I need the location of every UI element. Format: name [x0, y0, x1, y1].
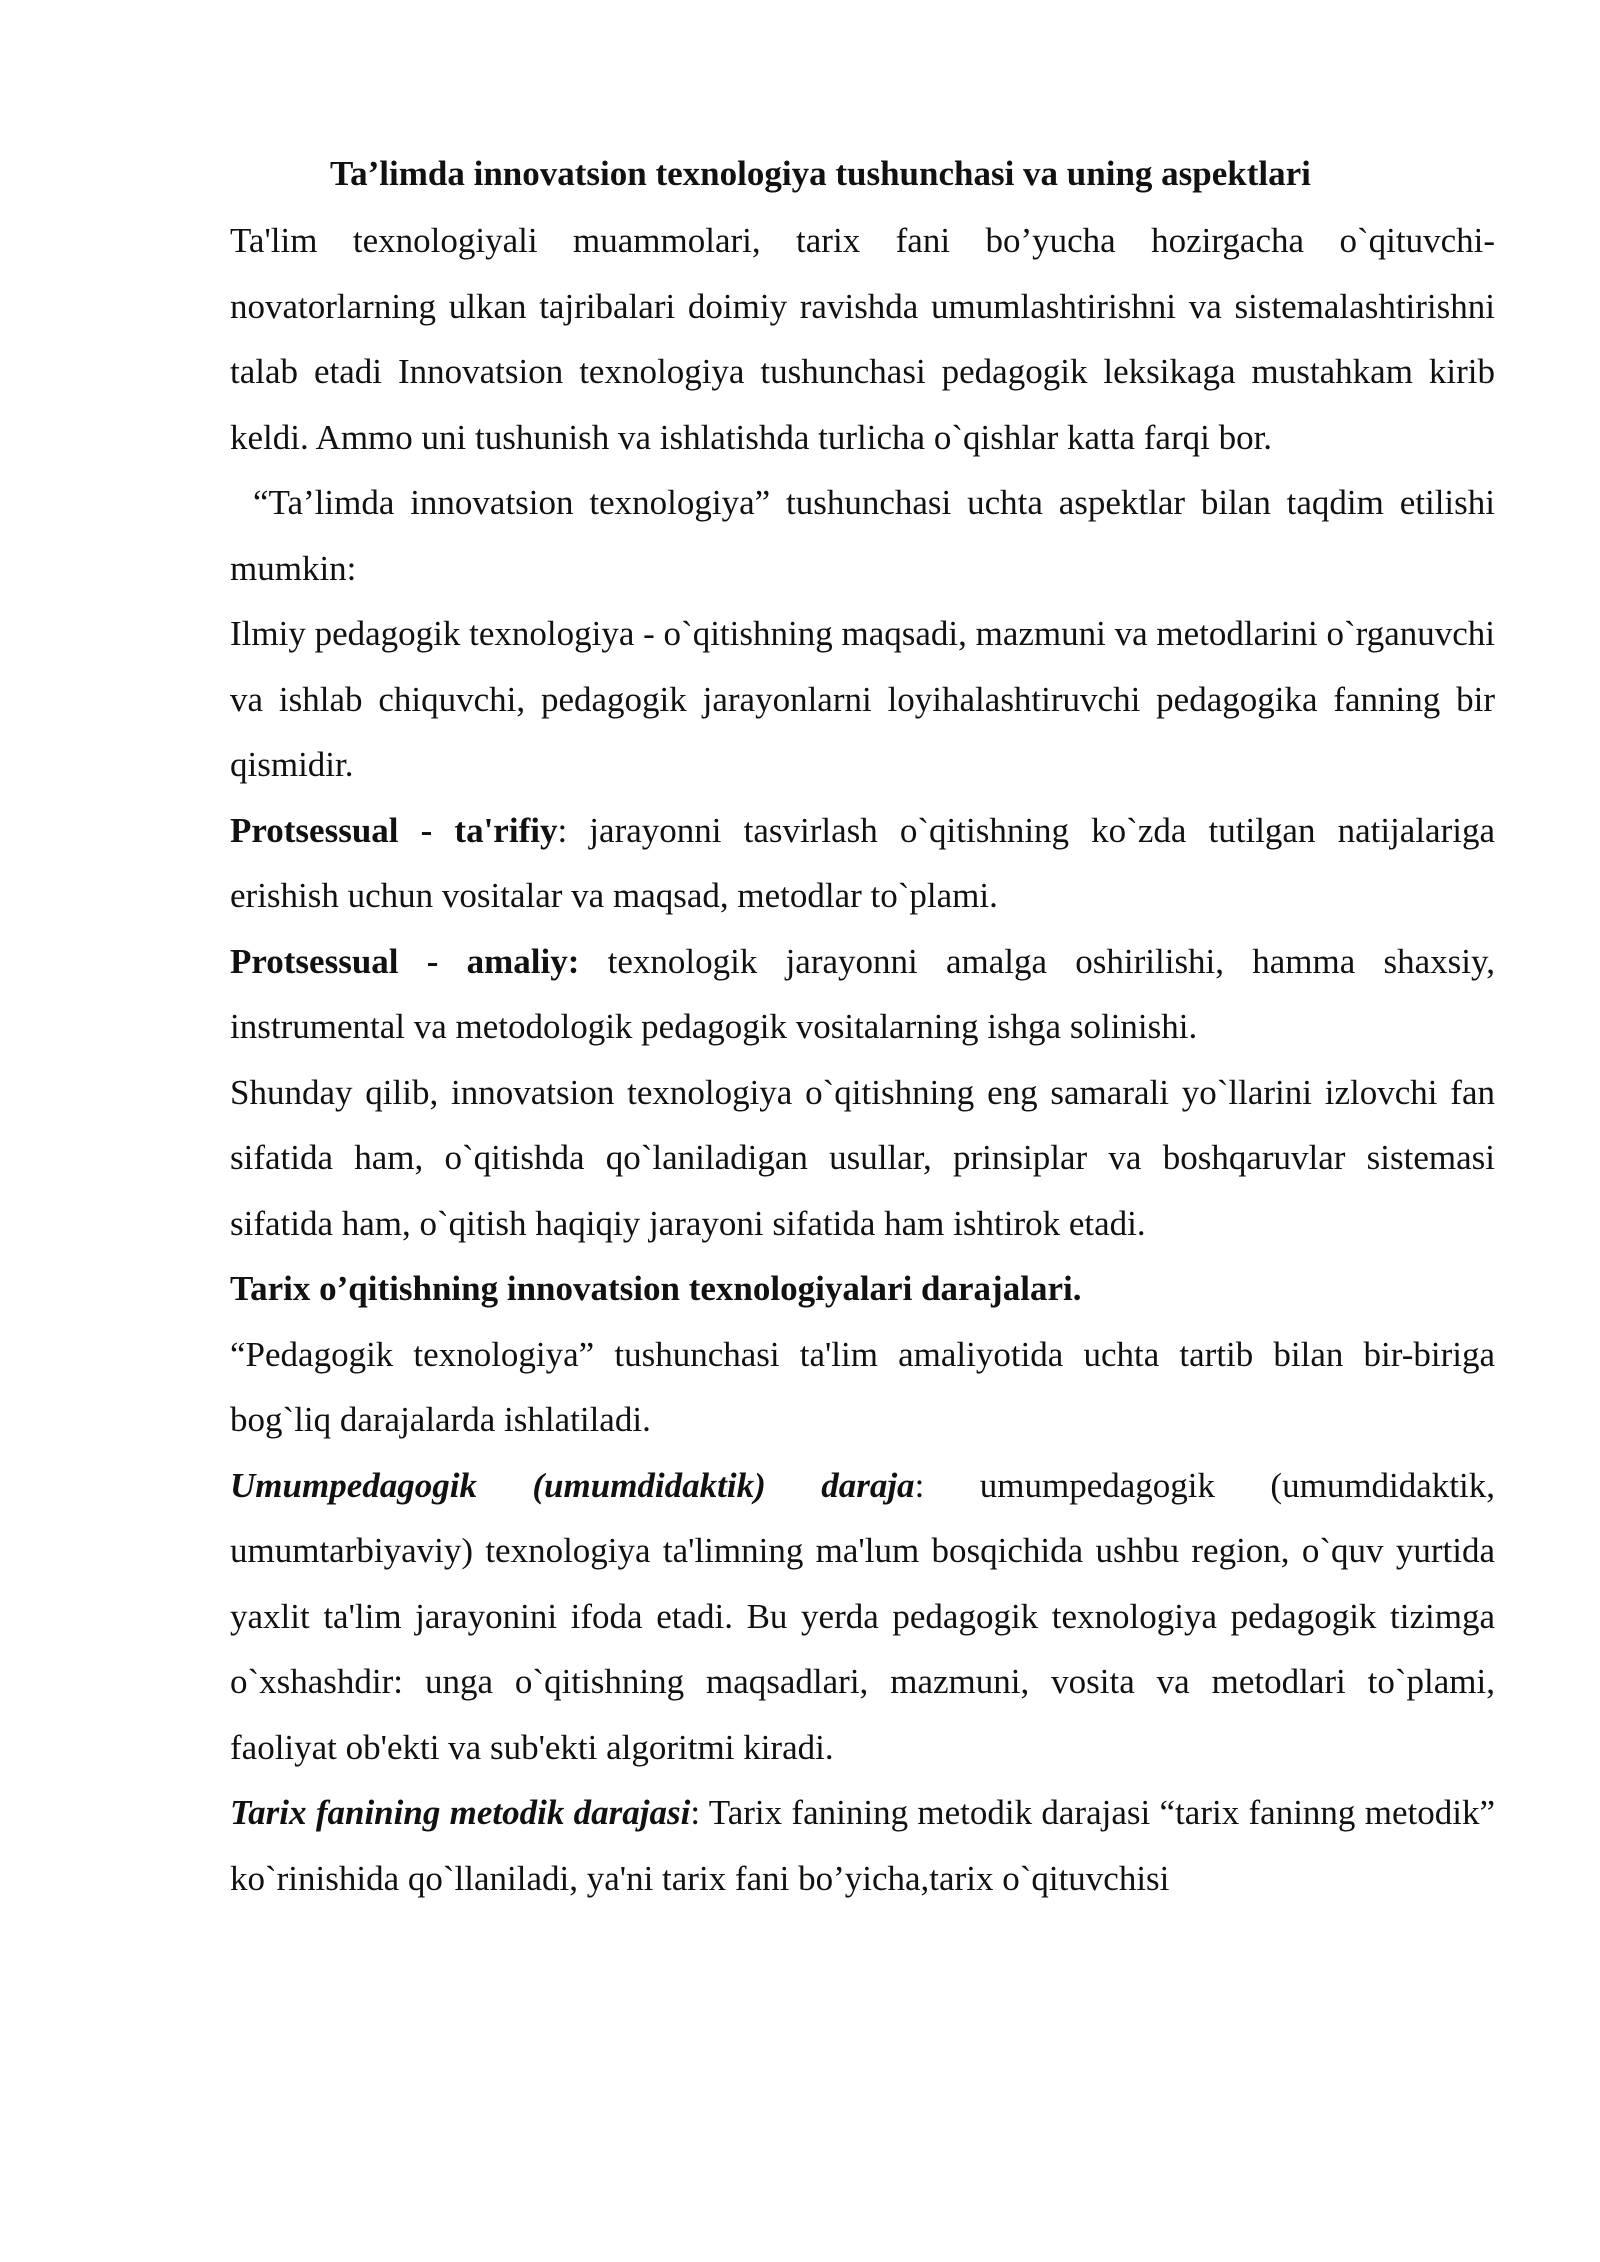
- procedural-practical-label: Protsessual - amaliy:: [230, 941, 580, 981]
- document-title: Ta’limda innovatsion texnologiya tushunchasi va uning aspektlari: [330, 154, 1311, 193]
- paragraph-levels-intro: “Pedagogik texnologiya” tushunchasi ta'lim amaliyotida uchta tartib bilan bir-biriga bog`liq darajalarda ishlatiladi.: [230, 1334, 1495, 1439]
- paragraph-procedural-descriptive: [230, 798, 1495, 929]
- procedural-descriptive-label: Protsessual - ta'rifiy: [230, 810, 558, 850]
- paragraph-methodical-level: [230, 1780, 1495, 1911]
- paragraph-intro: Ta'lim texnologiyali muammolari, tarix fani bo’yucha hozirgacha o`qituvchi-novatorlarning ulkan tajribalari doimiy ravishda umumlashtirishni va sistemalashtirishni talab etadi Innovatsion texnologiya tushunchasi pedagogik leksikaga mustahkam kirib keldi. Ammo uni tushunish va ishlatishda turlicha o`qishlar katta farqi bor.: [230, 221, 1495, 457]
- section-heading-levels: Tarix o’qitishning innovatsion texnologiyalari darajalari.: [230, 1269, 1082, 1308]
- methodical-level-text: : Tarix fanining metodik darajasi “tarix faninng metodik” ko`rinishida qo`llaniladi, ya'ni tarix fani bo’yicha,tarix o`qituvchisi: [230, 1793, 1495, 1898]
- procedural-descriptive-text: : jarayonni tasvirlash o`qitishning ko`zda tutilgan natijalariga erishish uchun vositalar va maqsad, metodlar to`plami.: [230, 810, 1495, 915]
- paragraph-procedural-practical: [230, 929, 1495, 1060]
- paragraph-summary: Shunday qilib, innovatsion texnologiya o`qitishning eng samarali yo`llarini izlovchi fan sifatida ham, o`qitishda qo`laniladigan usullar, prinsiplar va boshqaruvlar sistemasi sifatida ham, o`qitish haqiqiy jarayoni sifatida ham ishtirok etadi.: [230, 1072, 1495, 1243]
- procedural-practical-text: texnologik jarayonni amalga oshirilishi, hamma shaxsiy, instrumental va metodologik pedagogik vositalarning ishga solinishi.: [230, 941, 1495, 1046]
- paragraph-general-pedagogic: [230, 1453, 1495, 1781]
- document-page: [230, 150, 1495, 1911]
- paragraph-scientific: Ilmiy pedagogik texnologiya - o`qitishning maqsadi, mazmuni va metodlarini o`rganuvchi va ishlab chiquvchi, pedagogik jarayonlarni loyihalashtiruvchi pedagogika fanning bir qismidir.: [230, 614, 1495, 784]
- general-pedagogic-text: : umumpedagogik (umumdidaktik, umumtarbiyaviy) texnologiya ta'limning ma'lum bosqichida ushbu region, o`quv yurtida yaxlit ta'lim jarayonini ifoda etadi. Bu yerda pedagogik texnologiya pedagogik tizimga o`xshashdir: unga o`qitishning maqsadlari, mazmuni, vosita va metodlari to`plami, faoliyat ob'ekti va sub'ekti algoritmi kiradi.: [230, 1465, 1495, 1767]
- general-pedagogic-label: Umumpedagogik (umumdidaktik) daraja: [230, 1465, 915, 1505]
- paragraph-aspects: “Ta’limda innovatsion texnologiya” tushunchasi uchta aspektlar bilan taqdim etilishi mumkin:: [230, 483, 1495, 588]
- methodical-level-label: Tarix fanining metodik darajasi: [230, 1793, 691, 1832]
